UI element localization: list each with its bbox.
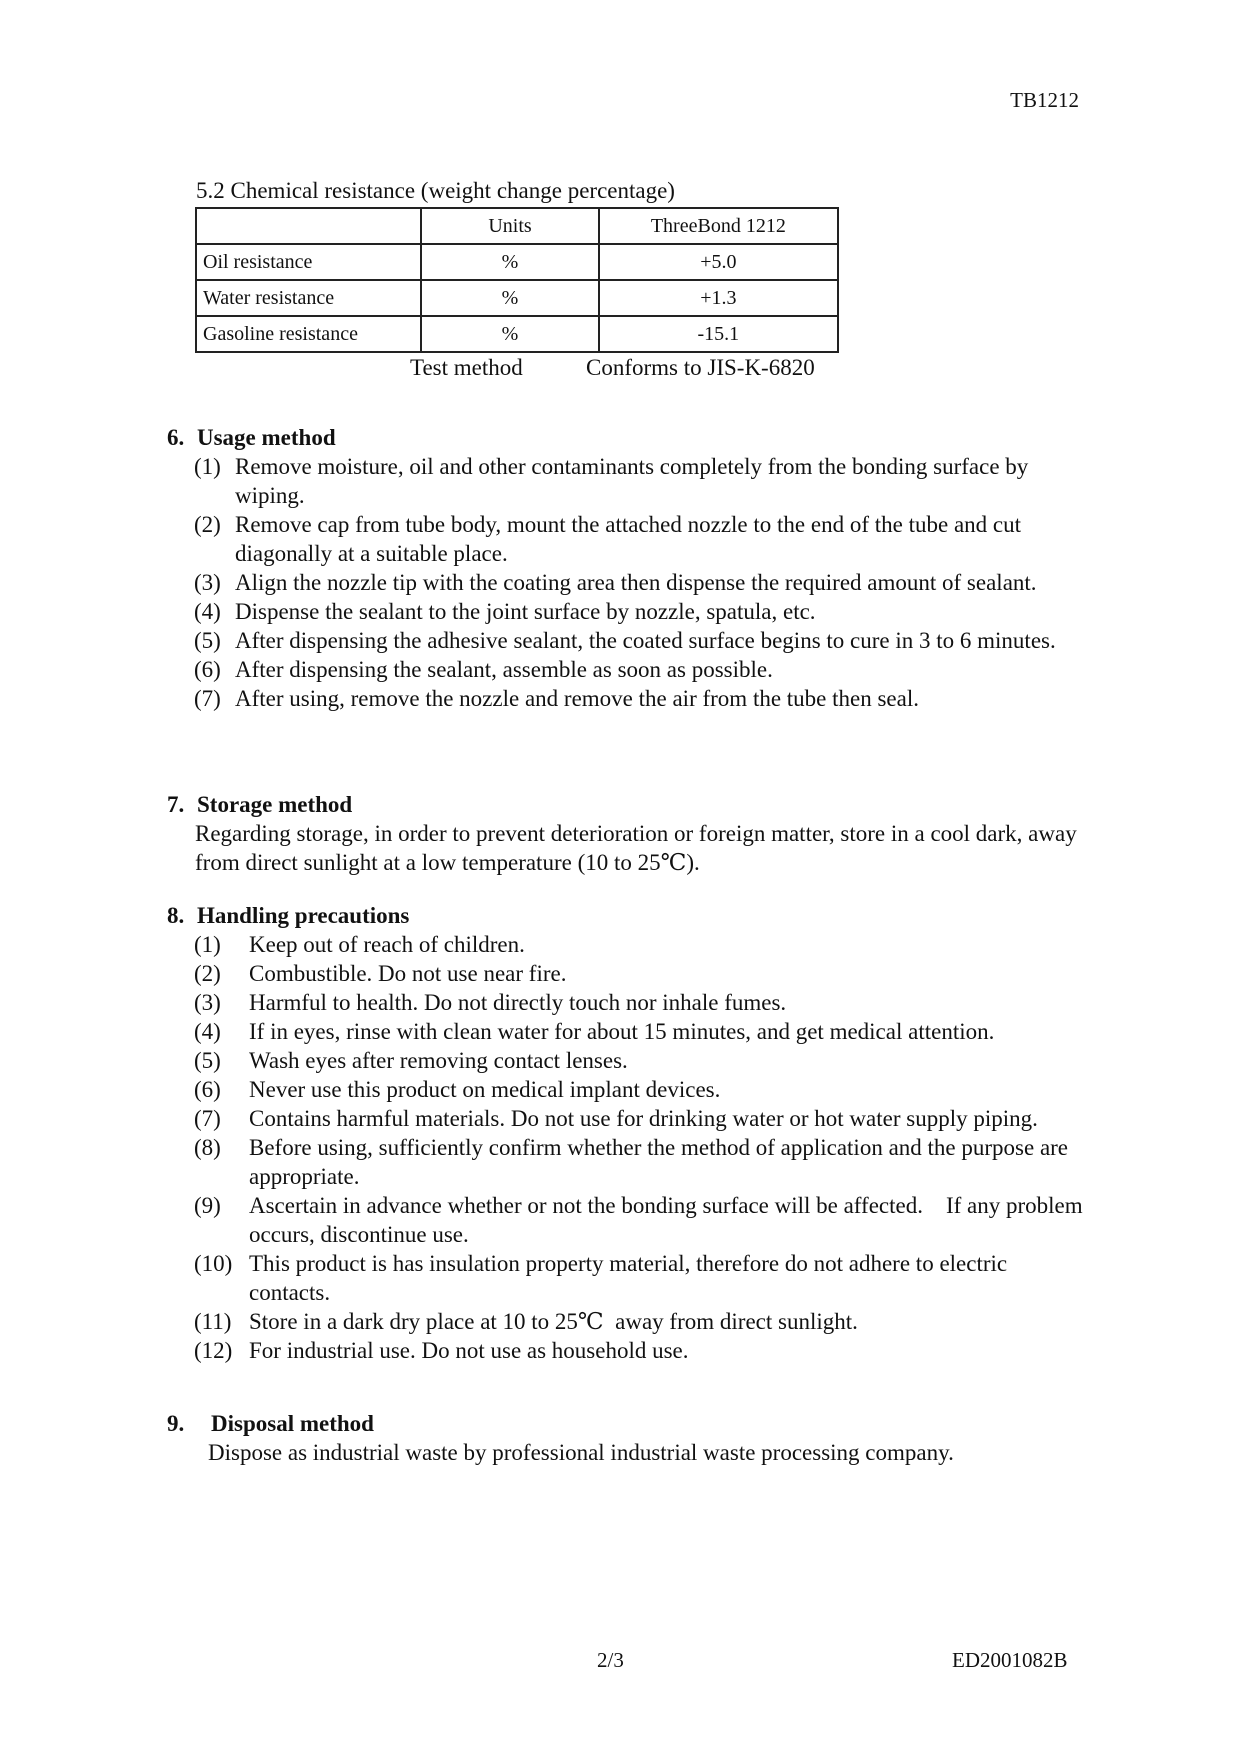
- storage-text: Regarding storage, in order to prevent deterioration or foreign matter, store in a cool dark, away from direct sunlight at a low temperature (10 to 25℃).: [195, 821, 1077, 875]
- list-marker: (4): [194, 599, 221, 624]
- list-item-text: For industrial use. Do not use as household use.: [249, 1338, 689, 1363]
- list-item: [167, 1249, 1087, 1307]
- list-item-text: Store in a dark dry place at 10 to 25℃ away from direct sunlight.: [249, 1309, 858, 1334]
- table-cell-value: +1.3: [599, 280, 838, 316]
- list-item-text: Ascertain in advance whether or not the bonding surface will be affected. If any problem occurs, discontinue use.: [249, 1193, 1089, 1247]
- section-usage-method: [167, 423, 1087, 713]
- list-item-text: Never use this product on medical implant devices.: [249, 1077, 721, 1102]
- list-item: [167, 568, 1087, 597]
- list-marker: (4): [194, 1019, 221, 1044]
- table-header-cell: [196, 208, 421, 244]
- list-marker: (3): [194, 990, 221, 1015]
- list-item: [167, 452, 1087, 510]
- section-title: Storage method: [197, 792, 353, 817]
- usage-list: [167, 452, 1087, 713]
- list-item-text: Dispense the sealant to the joint surface by nozzle, spatula, etc.: [235, 599, 816, 624]
- section-title: Handling precautions: [197, 903, 410, 928]
- handling-list: [167, 930, 1087, 1365]
- section-number: 9.: [167, 1411, 185, 1436]
- list-marker: (6): [194, 1077, 221, 1102]
- section-heading: [167, 1409, 1087, 1438]
- list-item: [167, 1336, 1087, 1365]
- list-item-text: Remove cap from tube body, mount the attached nozzle to the end of the tube and cut diagonally at a suitable place.: [235, 512, 1021, 566]
- list-item: [167, 597, 1087, 626]
- list-marker: (3): [194, 570, 221, 595]
- list-marker: (11): [194, 1309, 232, 1334]
- disposal-text: Dispose as industrial waste by professional industrial waste processing company.: [208, 1440, 954, 1465]
- document-code: TB1212: [1010, 88, 1079, 112]
- table-row: [196, 244, 838, 280]
- section-handling-precautions: [167, 901, 1087, 1365]
- list-marker: (1): [194, 932, 221, 957]
- list-marker: (8): [194, 1135, 221, 1160]
- list-marker: (2): [194, 512, 221, 537]
- list-item: [167, 510, 1087, 568]
- list-item: [167, 959, 1087, 988]
- section-heading: [167, 901, 1087, 930]
- list-item: [167, 655, 1087, 684]
- list-item: [167, 1307, 1087, 1336]
- list-item-text: Contains harmful materials. Do not use for drinking water or hot water supply piping.: [249, 1106, 1038, 1131]
- table-cell-item: Gasoline resistance: [196, 316, 421, 352]
- list-item: [167, 1017, 1087, 1046]
- section-heading: [167, 790, 1087, 819]
- section-title: Disposal method: [211, 1411, 374, 1436]
- test-method-label: Test method: [410, 355, 523, 380]
- section-number: 8.: [167, 903, 185, 928]
- table-cell-value: -15.1: [599, 316, 838, 352]
- list-item: [167, 1075, 1087, 1104]
- list-marker: (6): [194, 657, 221, 682]
- list-item-text: If in eyes, rinse with clean water for about 15 minutes, and get medical attention.: [249, 1019, 995, 1044]
- edition-code: ED2001082B: [952, 1648, 1068, 1672]
- test-method-value: Conforms to JIS-K-6820: [586, 355, 815, 380]
- table-cell-unit: %: [421, 316, 598, 352]
- table-cell-value: +5.0: [599, 244, 838, 280]
- list-item: [167, 988, 1087, 1017]
- list-item-text: After dispensing the adhesive sealant, the coated surface begins to cure in 3 to 6 minutes.: [235, 628, 1056, 653]
- table-header-cell: Units: [421, 208, 598, 244]
- table-caption: 5.2 Chemical resistance (weight change percentage): [196, 178, 675, 203]
- list-marker: (1): [194, 454, 221, 479]
- list-item-text: Remove moisture, oil and other contaminants completely from the bonding surface by wiping.: [235, 454, 1029, 508]
- list-item: [167, 1104, 1087, 1133]
- list-item: [167, 1191, 1087, 1249]
- test-method-line: [410, 355, 815, 381]
- list-item-text: Wash eyes after removing contact lenses.: [249, 1048, 628, 1073]
- list-item: [167, 684, 1087, 713]
- section-title: Usage method: [197, 425, 336, 450]
- table-header-row: [196, 208, 838, 244]
- section-disposal-method: [167, 1409, 1087, 1467]
- table-cell-item: Oil resistance: [196, 244, 421, 280]
- list-item-text: Harmful to health. Do not directly touch nor inhale fumes.: [249, 990, 787, 1015]
- list-marker: (5): [194, 628, 221, 653]
- list-item: [167, 1046, 1087, 1075]
- table-row: [196, 316, 838, 352]
- list-item-text: After using, remove the nozzle and remove the air from the tube then seal.: [235, 686, 919, 711]
- section-number: 7.: [167, 792, 185, 817]
- list-marker: (9): [194, 1193, 221, 1218]
- list-item-text: Combustible. Do not use near fire.: [249, 961, 567, 986]
- list-item-text: Before using, sufficiently confirm whether the method of application and the purpose are appropriate.: [249, 1135, 1069, 1189]
- section-number: 6.: [167, 425, 185, 450]
- list-item: [167, 1133, 1087, 1191]
- list-item: [167, 930, 1087, 959]
- chemical-resistance-table: [195, 207, 839, 353]
- list-marker: (2): [194, 961, 221, 986]
- table-header-cell: ThreeBond 1212: [599, 208, 838, 244]
- table-cell-unit: %: [421, 280, 598, 316]
- list-item-text: Keep out of reach of children.: [249, 932, 525, 957]
- section-heading: [167, 423, 1087, 452]
- list-marker: (7): [194, 686, 221, 711]
- table-cell-item: Water resistance: [196, 280, 421, 316]
- list-item: [167, 626, 1087, 655]
- list-marker: (12): [194, 1338, 233, 1363]
- section-storage-method: [167, 790, 1087, 877]
- list-item-text: After dispensing the sealant, assemble as soon as possible.: [235, 657, 773, 682]
- list-marker: (10): [194, 1251, 233, 1276]
- list-marker: (5): [194, 1048, 221, 1073]
- list-item-text: Align the nozzle tip with the coating area then dispense the required amount of sealant.: [235, 570, 1037, 595]
- list-item-text: This product is has insulation property material, therefore do not adhere to electric contacts.: [249, 1251, 1008, 1305]
- table-cell-unit: %: [421, 244, 598, 280]
- page-number: 2/3: [597, 1648, 624, 1672]
- list-marker: (7): [194, 1106, 221, 1131]
- table-row: [196, 280, 838, 316]
